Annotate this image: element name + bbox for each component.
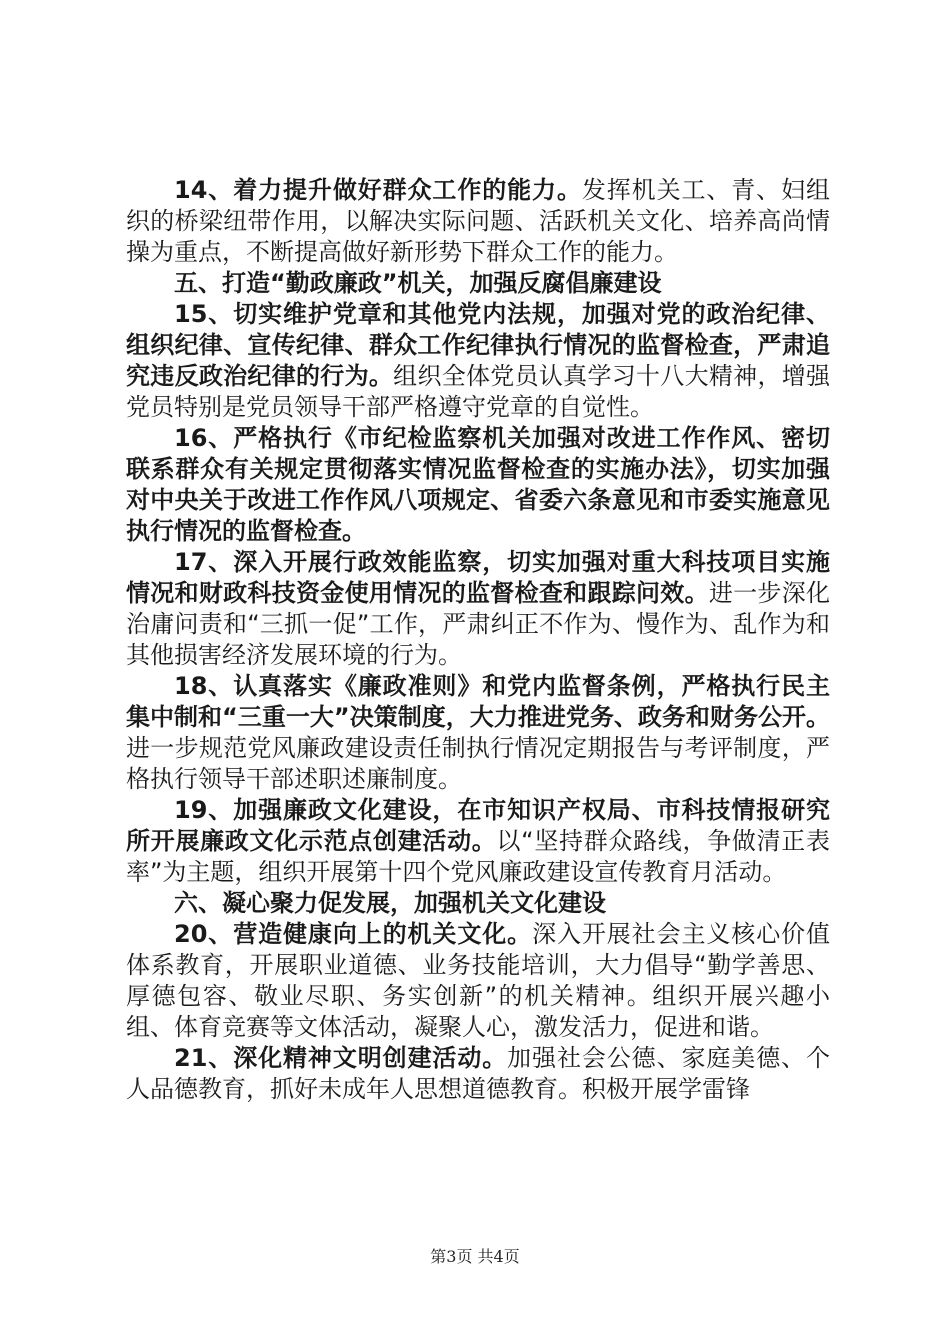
paragraph-text: 深入开展社会主义核心价值体系教育，开展职业道德、业务技能培训，大力倡导“勤学善思、厚德包容、敬业尽职、务实创新”的机关精神。组织开展兴趣小组、体育竞赛等文体活动，凝聚人心，激发活力，促进和谐。 — [126, 920, 831, 1041]
document-body — [126, 175, 830, 1105]
paragraph-20 — [126, 919, 830, 1043]
paragraph-15 — [126, 299, 830, 423]
paragraph-18 — [126, 671, 830, 795]
paragraph-lead: 18、认真落实《廉政准则》和党内监督条例，严格执行民主集中制和“三重一大”决策制度，大力推进党务、政务和财务公开。 — [126, 672, 830, 731]
paragraph-text: 进一步深化治庸问责和“三抓一促”工作，严肃纠正不作为、慢作为、乱作为和其他损害经济发展环境的行为。 — [126, 579, 831, 669]
paragraph-lead: 16、严格执行《市纪检监察机关加强对改进工作作风、密切联系群众有关规定贯彻落实情况监督检查的实施办法》，切实加强对中央关于改进工作作风八项规定、省委六条意见和市委实施意见执行情况的监督检查。 — [126, 424, 830, 545]
paragraph-21 — [126, 1043, 830, 1105]
paragraph-text: 加强社会公德、家庭美德、个人品德教育，抓好未成年人思想道德教育。积极开展学雷锋 — [126, 1044, 831, 1103]
section-heading-6: 六、凝心聚力促发展，加强机关文化建设 — [174, 889, 606, 917]
paragraph-lead: 19、加强廉政文化建设，在市知识产权局、市科技情报研究所开展廉政文化示范点创建活动。 — [126, 796, 830, 855]
paragraph-17 — [126, 547, 830, 671]
paragraph-lead: 20、营造健康向上的机关文化。 — [174, 920, 533, 948]
paragraph-19 — [126, 795, 830, 888]
paragraph-14 — [126, 175, 830, 268]
paragraph-text: 组织全体党员认真学习十八大精神，增强党员特别是党员领导干部严格遵守党章的自觉性。 — [126, 362, 831, 421]
paragraph-lead: 21、深化精神文明创建活动。 — [174, 1044, 508, 1072]
section-heading-5: 五、打造“勤政廉政”机关，加强反腐倡廉建设 — [174, 269, 662, 297]
paragraph-text: 发挥机关工、青、妇组织的桥梁纽带作用，以解决实际问题、活跃机关文化、培养高尚情操为重点，不断提高做好新形势下群众工作的能力。 — [126, 176, 830, 266]
paragraph-lead: 15、切实维护党章和其他党内法规，加强对党的政治纪律、组织纪律、宣传纪律、群众工作纪律执行情况的监督检查，严肃追究违反政治纪律的行为。 — [126, 300, 830, 390]
paragraph-text: 进一步规范党风廉政建设责任制执行情况定期报告与考评制度，严格执行领导干部述职述廉制度。 — [126, 734, 830, 793]
paragraph-lead: 14、着力提升做好群众工作的能力。 — [174, 176, 582, 204]
paragraph-lead: 17、深入开展行政效能监察，切实加强对重大科技项目实施情况和财政科技资金使用情况的监督检查和跟踪问效。 — [126, 548, 830, 607]
paragraph-16 — [126, 423, 830, 547]
paragraph-text: 以“坚持群众路线，争做清正表率”为主题，组织开展第十四个党风廉政建设宣传教育月活动。 — [126, 827, 830, 886]
page-footer: 第3页 共4页 — [430, 1247, 520, 1266]
